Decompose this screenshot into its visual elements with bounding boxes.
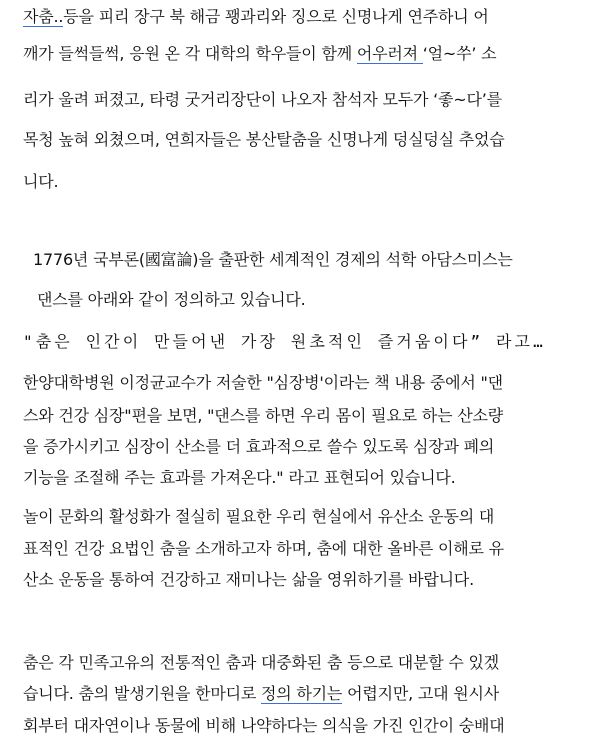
p3-line1: 한양대학병원 이정균교수가 저술한 "심장병'이라는 책 내용 중에서 "댄 bbox=[23, 373, 503, 392]
underlined-word-eourojyeo: 어우러져 bbox=[356, 44, 423, 63]
p1-line1: 자춤..등을 피리 장구 북 해금 꽹과리와 징으로 신명나게 연주하니 어 bbox=[23, 7, 489, 26]
p1-line4: 목청 높혀 외쳤으며, 연희자들은 봉산탈춤을 신명나게 덩실덩실 추었습 bbox=[23, 130, 505, 149]
p3-line3: 을 증가시키고 심장이 산소를 더 효과적으로 쓸수 있도록 심장과 폐의 bbox=[23, 437, 495, 456]
quote-line: "춤은 인간이 만들어낸 가장 원초적인 즐거움이다” 라고… bbox=[23, 332, 546, 351]
p5-line1: 춤은 각 민족고유의 전통적인 춤과 대중화된 춤 등으로 대분할 수 있겠 bbox=[23, 653, 500, 672]
p1-line2: 깨가 들썩들썩, 응원 온 각 대학의 학우들이 함께 어우러져 ‘얼~쑤’ 소 bbox=[23, 44, 497, 63]
p4-line2: 표적인 건강 요법인 춤을 소개하고자 하며, 춤에 대한 올바른 이해로 유 bbox=[23, 539, 504, 558]
p5-line3: 회부터 대자연이나 동물에 비해 나약하다는 의식을 가진 인간이 숭배대 bbox=[23, 716, 505, 735]
underlined-phrase-definition: 정의 하기는 bbox=[261, 684, 343, 703]
p5-line2: 습니다. 춤의 발생기원을 한마디로 정의 하기는 어렵지만, 고대 원시사 bbox=[23, 684, 500, 703]
p4-line1: 놀이 문화의 활성화가 절실히 필요한 우리 현실에서 유산소 운동의 대 bbox=[23, 507, 495, 526]
underlined-word-jachum: 자춤.. bbox=[23, 7, 64, 26]
p2-line2: 댄스를 아래와 같이 정의하고 있습니다. bbox=[37, 290, 306, 309]
p2-line1: 1776년 국부론(國富論)을 출판한 세계적인 경제의 석학 아담스미스는 bbox=[33, 250, 513, 269]
p1-line5: 니다. bbox=[23, 172, 59, 191]
p1-line3: 리가 울려 퍼졌고, 타령 굿거리장단이 나오자 참석자 모두가 ‘좋~다’를 bbox=[23, 90, 502, 109]
p3-line4: 기능을 조절해 주는 효과를 가져온다." 라고 표현되어 있습니다. bbox=[23, 468, 456, 487]
p3-line2: 스와 건강 심장"편을 보면, "댄스를 하면 우리 몸이 필요로 하는 산소량 bbox=[23, 406, 503, 425]
p4-line3: 산소 운동을 통하여 건강하고 재미나는 삶을 영위하기를 바랍니다. bbox=[23, 570, 475, 589]
